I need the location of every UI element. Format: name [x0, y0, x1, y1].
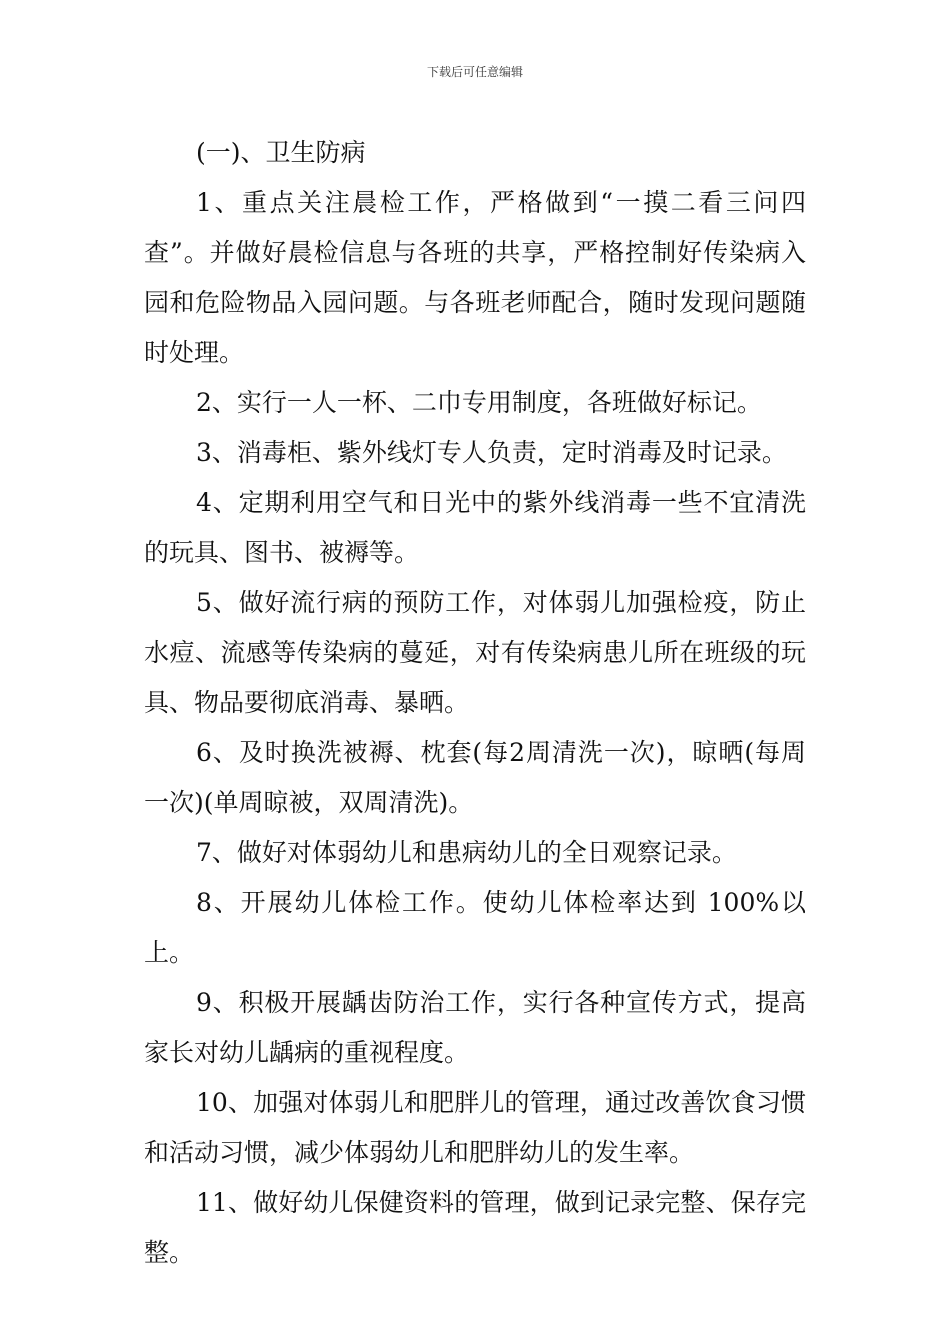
list-item: 11、做好幼儿保健资料的管理，做到记录完整、保存完整。: [144, 1188, 806, 1267]
list-item: 6、及时换洗被褥、枕套(每2周清洗一次)，晾晒(每周一次)(单周晾被，双周清洗)。: [144, 738, 806, 817]
list-item: 4、定期利用空气和日光中的紫外线消毒一些不宜清洗的玩具、图书、被褥等。: [144, 488, 806, 567]
section-title: (一)、卫生防病: [196, 138, 366, 167]
page-header: 下载后可任意编辑: [426, 65, 523, 79]
list-item: 3、消毒柜、紫外线灯专人负责，定时消毒及时记录。: [196, 438, 787, 467]
list-item: 7、做好对体弱幼儿和患病幼儿的全日观察记录。: [196, 838, 737, 867]
list-item: 10、加强对体弱儿和肥胖儿的管理，通过改善饮食习惯和活动习惯，减少体弱幼儿和肥胖幼儿的发生率。: [144, 1088, 806, 1167]
list-item: 2、实行一人一杯、二巾专用制度，各班做好标记。: [196, 388, 762, 417]
list-item: 5、做好流行病的预防工作，对体弱儿加强检疫，防止水痘、流感等传染病的蔓延，对有传染病患儿所在班级的玩具、物品要彻底消毒、暴晒。: [144, 588, 806, 717]
list-item: 9、积极开展龋齿防治工作，实行各种宣传方式，提高家长对幼儿龋病的重视程度。: [144, 988, 806, 1067]
document-body: [144, 128, 806, 1278]
list-item: 1、重点关注晨检工作，严格做到“一摸二看三问四查”。并做好晨检信息与各班的共享，严格控制好传染病入园和危险物品入园问题。与各班老师配合，随时发现问题随时处理。: [144, 188, 806, 367]
list-item: 8、开展幼儿体检工作。使幼儿体检率达到 100%以上。: [144, 888, 806, 967]
